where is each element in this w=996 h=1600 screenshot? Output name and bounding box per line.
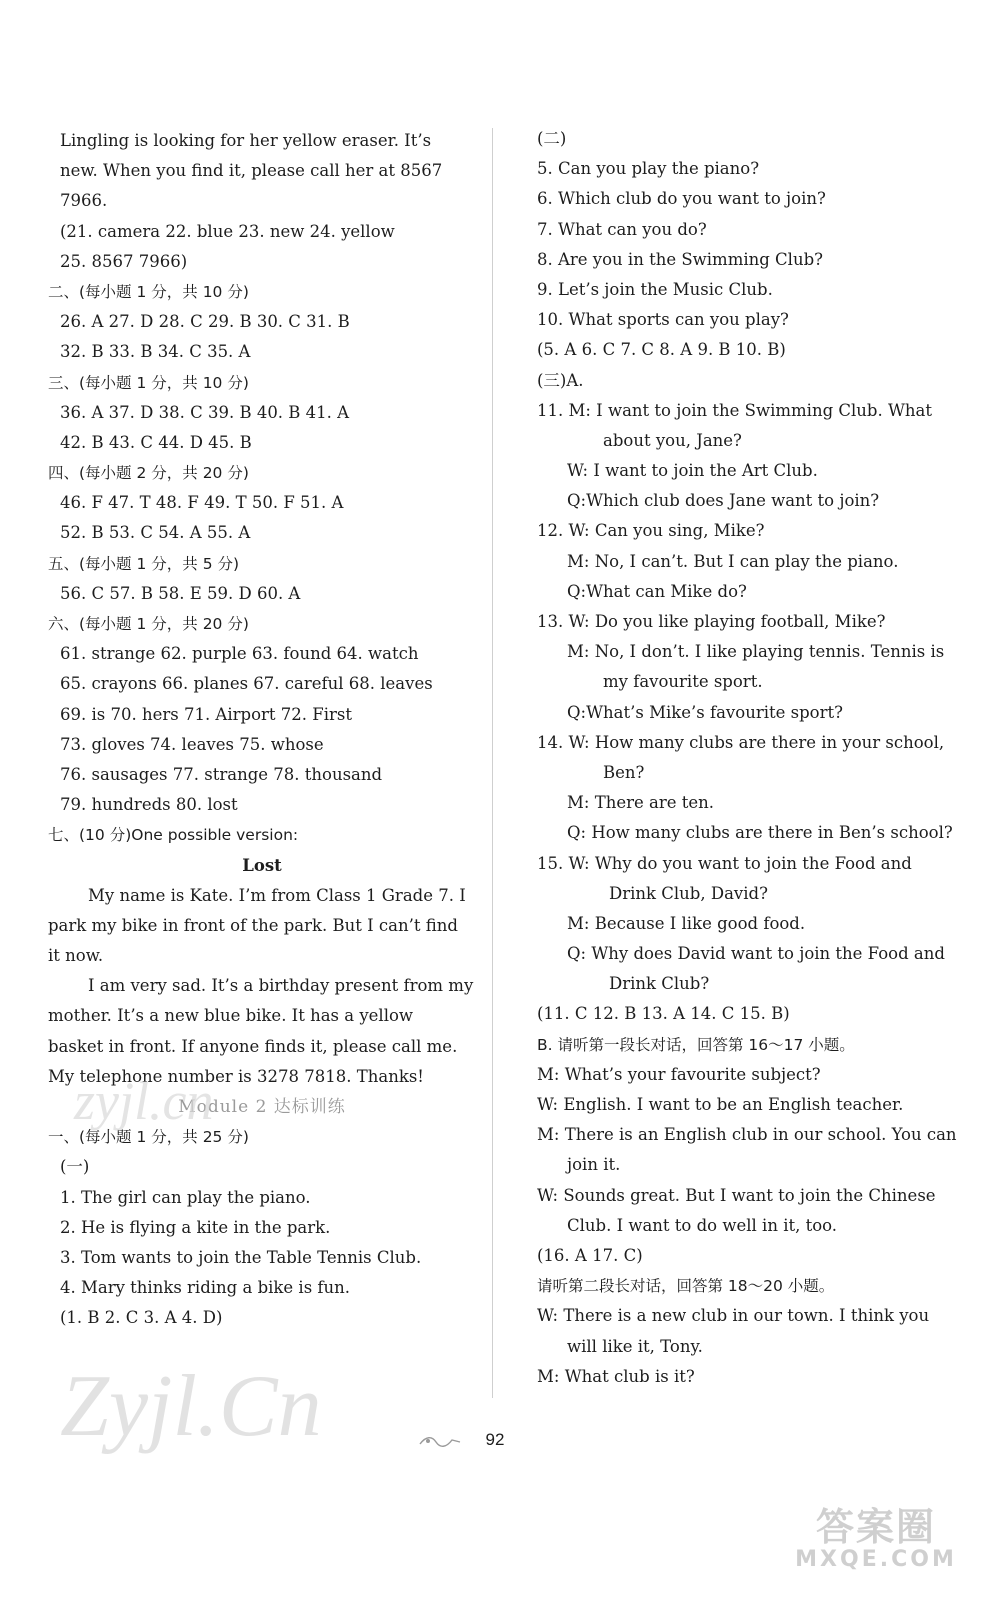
dialogue-line: Q:Which club does Jane want to join? — [567, 491, 880, 511]
section-heading: 六、(每小题 1 分，共 20 分) — [48, 615, 249, 633]
answer-line: 36. A 37. D 38. C 39. B 40. B 41. A — [60, 402, 350, 422]
answer-line: 46. F 47. T 48. F 49. T 50. F 51. A — [60, 493, 344, 513]
question-line: 9. Let’s join the Music Club. — [537, 279, 773, 299]
part-heading: (一) — [60, 1157, 90, 1177]
right-column — [537, 124, 967, 1392]
dialogue-line: M: No, I don’t. I like playing tennis. Tennis is — [567, 642, 945, 662]
part-heading: B. 请听第一段长对话，回答第 16～17 小题。 — [537, 1035, 855, 1054]
section-heading: 四、(每小题 2 分，共 20 分) — [48, 464, 249, 483]
essay-line: I am very sad. It’s a birthday present from my — [88, 976, 474, 996]
essay-line: My name is Kate. I’m from Class 1 Grade 7. I — [88, 885, 466, 905]
logo-subtext: MXQE.COM — [795, 1547, 957, 1572]
answer-line: (21. camera 22. blue 23. new 24. yellow — [60, 221, 395, 241]
answer-line: (5. A 6. C 7. C 8. A 9. B 10. B) — [537, 340, 786, 360]
page-number: 92 — [485, 1430, 505, 1449]
dialogue-line: will like it, Tony. — [567, 1336, 703, 1356]
essay-line: basket in front. If anyone finds it, please call me. — [48, 1036, 458, 1056]
question-line: 2. He is flying a kite in the park. — [60, 1217, 331, 1237]
text-line: new. When you find it, please call her at 8567 — [60, 161, 443, 181]
question-line: 4. Mary thinks riding a bike is fun. — [60, 1278, 351, 1298]
answer-line: 26. A 27. D 28. C 29. B 30. C 31. B — [60, 312, 350, 332]
answer-line: (16. A 17. C) — [537, 1245, 643, 1265]
text-line: 7966. — [60, 191, 108, 211]
question-line: 10. What sports can you play? — [537, 310, 789, 330]
section-heading: 三、(每小题 1 分，共 10 分) — [48, 373, 249, 392]
site-logo — [776, 1506, 976, 1574]
dialogue-line: W: English. I want to be an English teacher. — [537, 1095, 904, 1114]
section-heading: 五、(每小题 1 分，共 5 分) — [48, 554, 240, 573]
dialogue-line: M: What club is it? — [537, 1366, 695, 1386]
answer-line: 73. gloves 74. leaves 75. whose — [60, 734, 324, 754]
dialogue-line: M: What’s your favourite subject? — [537, 1064, 821, 1084]
answer-line: 69. is 70. hers 71. Airport 72. First — [60, 704, 352, 724]
dialogue-line: my favourite sport. — [603, 672, 763, 692]
answer-line: 61. strange 62. purple 63. found 64. watch — [60, 644, 419, 664]
dialogue-line: about you, Jane? — [603, 430, 742, 450]
answer-line: 65. crayons 66. planes 67. careful 68. leaves — [60, 674, 433, 694]
watermark: Zyjl.Cn — [60, 1358, 322, 1455]
dialogue-line: Drink Club? — [609, 974, 710, 994]
answer-line: 79. hundreds 80. lost — [60, 795, 238, 815]
answer-line: 76. sausages 77. strange 78. thousand — [60, 764, 383, 784]
dialogue-line: Q:What’s Mike’s favourite sport? — [567, 702, 843, 722]
module-title: Module 2 达标训练 — [178, 1097, 346, 1117]
dialogue-line: W: Sounds great. But I want to join the Chinese — [537, 1185, 936, 1205]
dialogue-line: Q: Why does David want to join the Food and — [567, 944, 945, 964]
essay-line: mother. It’s a new blue bike. It has a yellow — [48, 1006, 414, 1026]
answer-line: 42. B 43. C 44. D 45. B — [60, 432, 252, 452]
watermark: zyjl.cn — [74, 1071, 214, 1131]
answer-line: (1. B 2. C 3. A 4. D) — [60, 1308, 223, 1328]
answer-line: 52. B 53. C 54. A 55. A — [60, 523, 251, 543]
column-divider — [492, 128, 493, 1398]
question-line: 6. Which club do you want to join? — [537, 189, 826, 209]
dialogue-line: join it. — [567, 1155, 621, 1175]
dialogue-line: 13. W: Do you like playing football, Mike? — [537, 612, 886, 631]
dialogue-line: 12. W: Can you sing, Mike? — [537, 521, 765, 541]
dialogue-line: Club. I want to do well in it, too. — [567, 1215, 838, 1235]
question-line: 3. Tom wants to join the Table Tennis Club. — [60, 1247, 422, 1267]
dialogue-line: M: No, I can’t. But I can play the piano. — [567, 551, 899, 571]
dialogue-line: Q: How many clubs are there in Ben’s school? — [567, 823, 953, 843]
answer-line: (11. C 12. B 13. A 14. C 15. B) — [537, 1004, 790, 1024]
essay-line: My telephone number is 3278 7818. Thanks! — [48, 1066, 424, 1086]
dialogue-line: M: There is an English club in our school. You can — [537, 1125, 957, 1145]
text-line: Lingling is looking for her yellow eraser. It’s — [60, 131, 432, 150]
dialogue-line: M: Because I like good food. — [567, 913, 806, 933]
section-heading: 一、(每小题 1 分，共 25 分) — [48, 1128, 249, 1147]
page-ornament-icon — [418, 1432, 462, 1452]
dialogue-line: 15. W: Why do you want to join the Food and — [537, 853, 912, 873]
question-line: 5. Can you play the piano? — [537, 159, 760, 179]
essay-line: park my bike in front of the park. But I can’t find — [48, 915, 458, 935]
dialogue-line: Ben? — [603, 762, 645, 782]
question-line: 7. What can you do? — [537, 219, 707, 239]
dialogue-line: M: There are ten. — [567, 793, 714, 813]
logo-text: 答案圈 — [815, 1505, 936, 1549]
essay-title: Lost — [242, 855, 282, 875]
question-line: 1. The girl can play the piano. — [60, 1187, 311, 1207]
section-heading: 七、(10 分)One possible version: — [48, 826, 299, 845]
part-heading: (二) — [537, 129, 567, 148]
essay-line: it now. — [48, 946, 104, 966]
dialogue-line: Drink Club, David? — [609, 883, 768, 903]
question-line: 8. Are you in the Swimming Club? — [537, 249, 823, 269]
dialogue-line: 14. W: How many clubs are there in your school, — [537, 732, 945, 752]
left-column — [48, 126, 476, 1334]
answer-line: 32. B 33. B 34. C 35. A — [60, 342, 251, 362]
answer-line: 56. C 57. B 58. E 59. D 60. A — [60, 583, 301, 603]
dialogue-line: W: There is a new club in our town. I think you — [537, 1306, 930, 1326]
dialogue-line: Q:What can Mike do? — [567, 581, 747, 601]
part-heading: 请听第二段长对话，回答第 18～20 小题。 — [537, 1277, 835, 1296]
answer-line: 25. 8567 7966) — [60, 251, 188, 271]
part-heading: (三)A. — [537, 370, 584, 390]
dialogue-line: W: I want to join the Art Club. — [567, 461, 818, 481]
section-heading: 二、(每小题 1 分，共 10 分) — [48, 282, 249, 301]
dialogue-line: 11. M: I want to join the Swimming Club. What — [537, 400, 933, 420]
